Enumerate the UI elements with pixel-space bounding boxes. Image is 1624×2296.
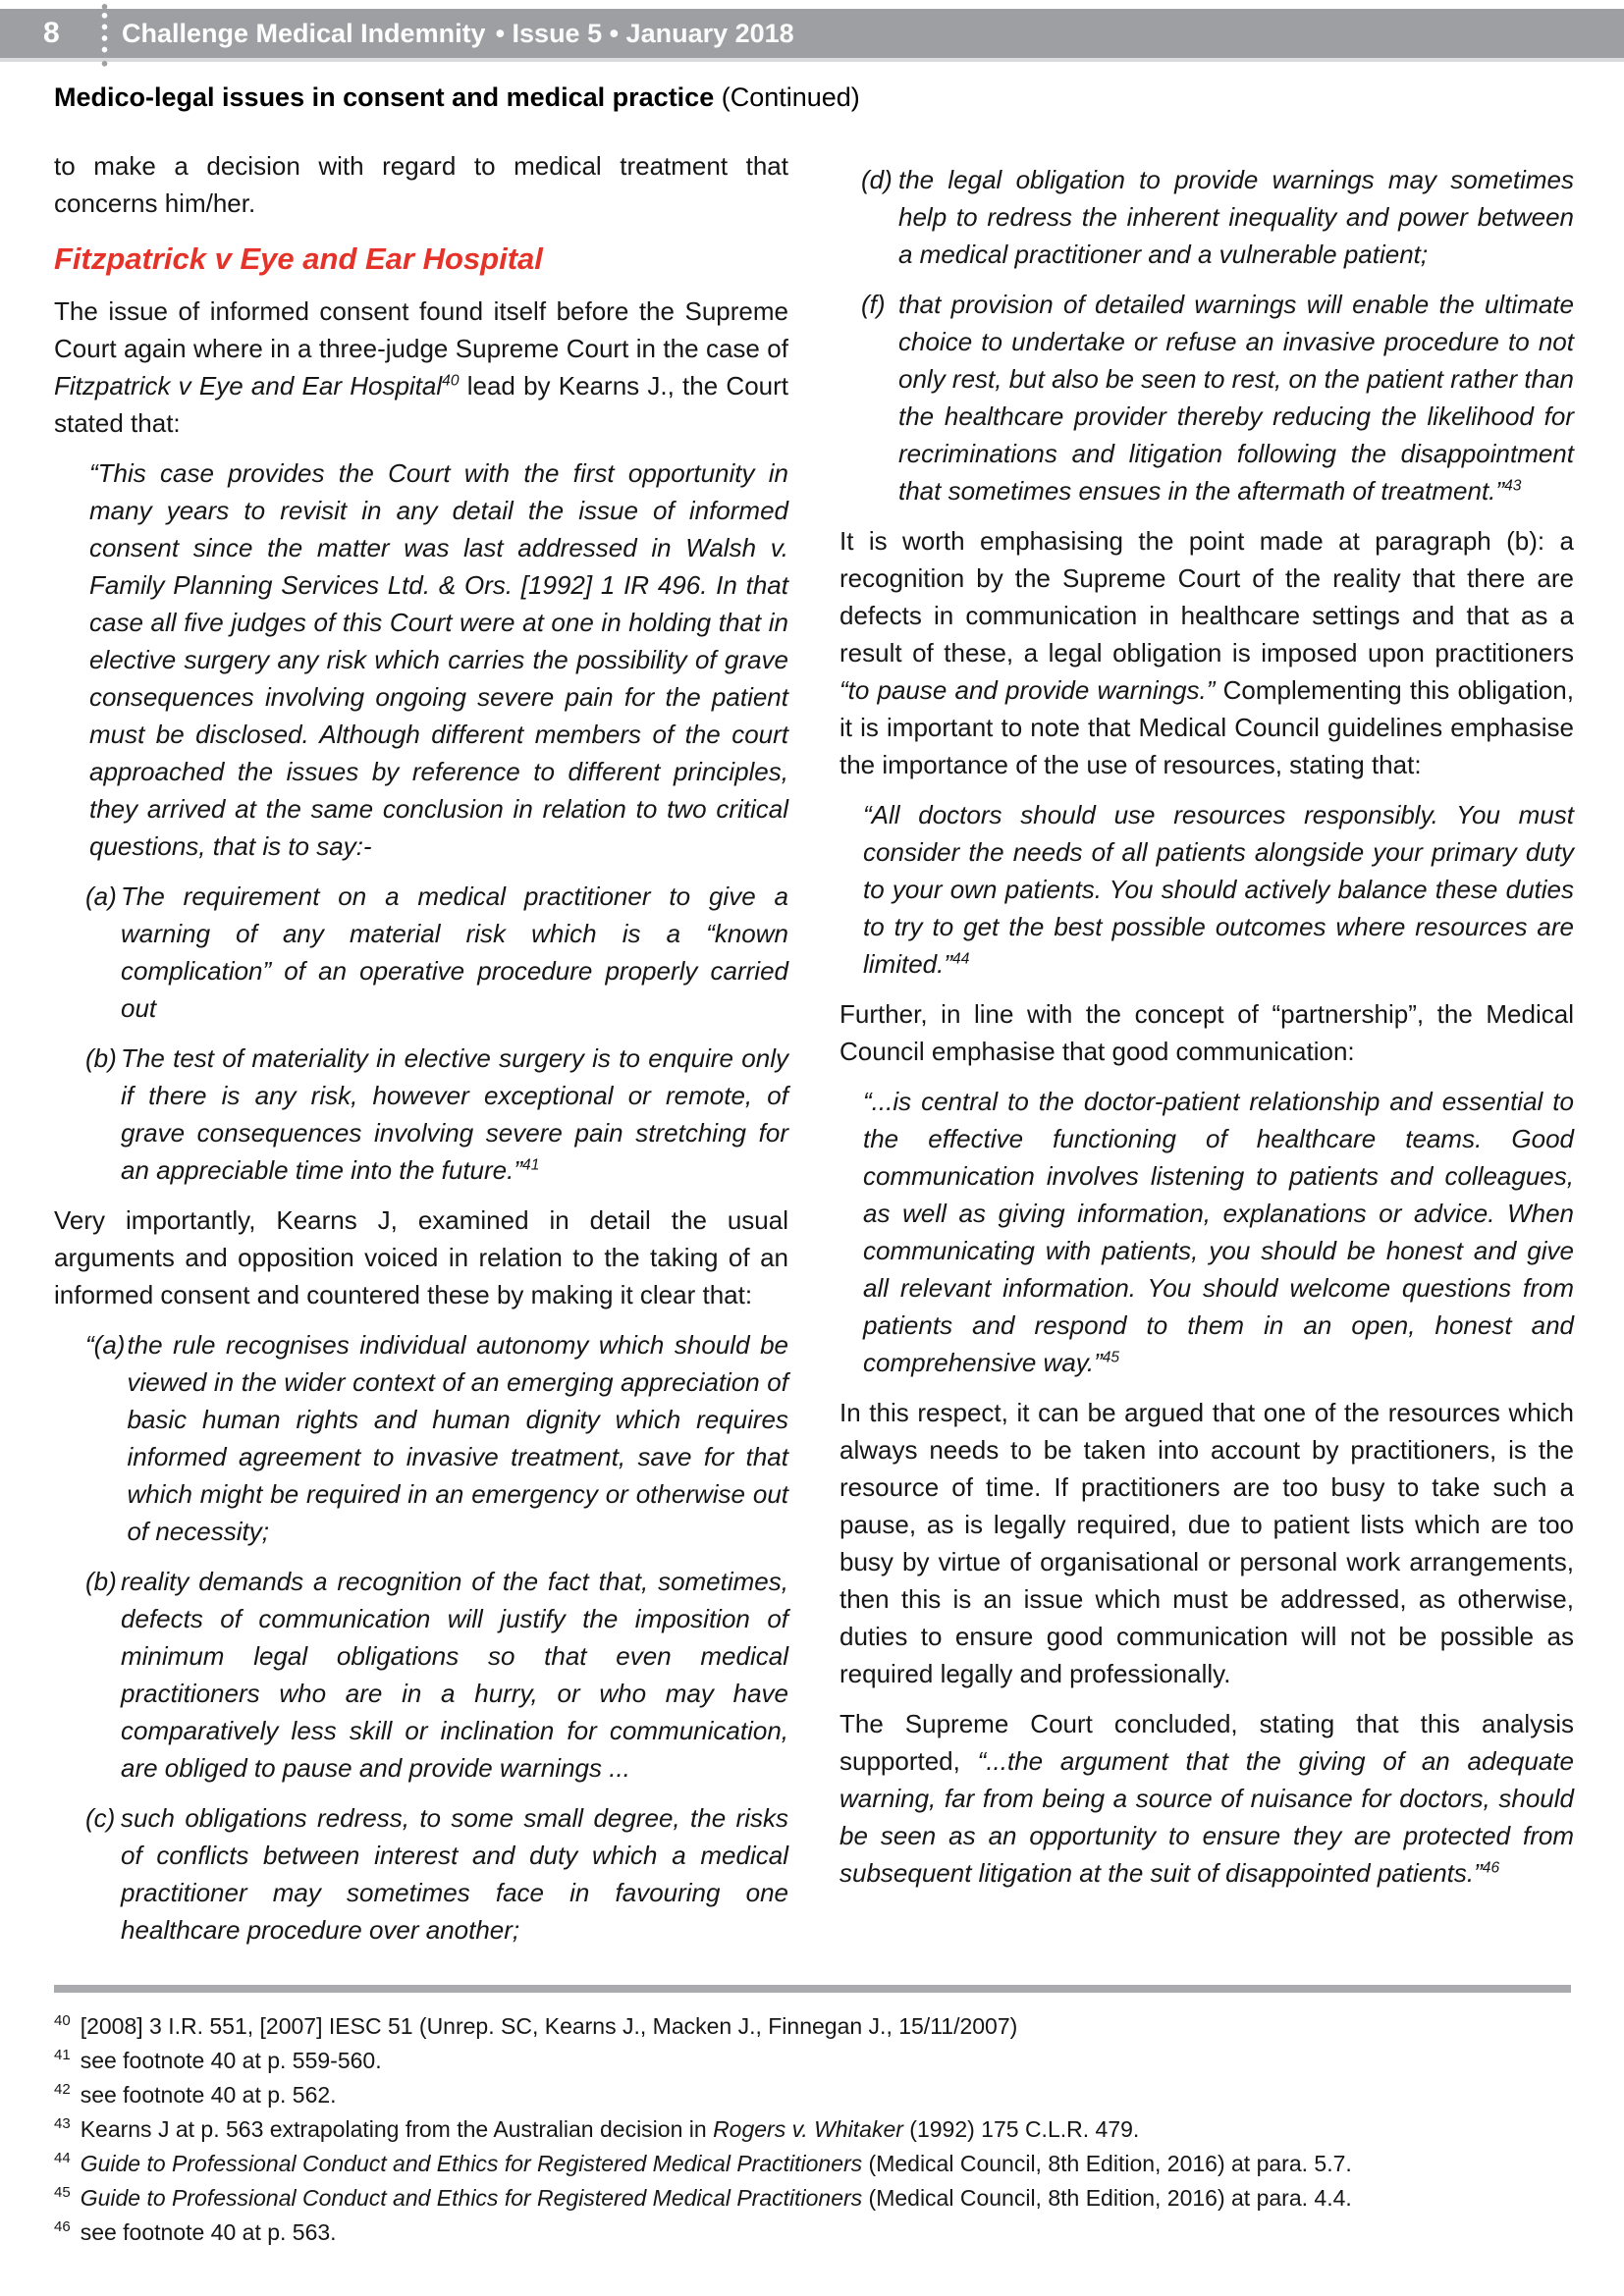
footnote-number: 46: [54, 2218, 71, 2236]
page-number: 8: [43, 17, 60, 49]
block-quote: “...is central to the doctor-patient relationship and essential to the effective functioning of healthcare teams. Good communication involves listening to patients and colleagues, as well as giving information, explanations or advice. When communicating with patients, you should be honest and give all relevant information. You should welcome questions from patients and respond to them in an open, honest and comprehensive way.”$^{45}$: [863, 1087, 1574, 1377]
footnote-46: [54, 2219, 1586, 2245]
paragraph: Further, in line with the concept of “partnership”, the Medical Council emphasise that good communication:: [839, 999, 1574, 1066]
article-heading-title: Medico-legal issues in consent and medical practice: [54, 82, 715, 112]
newsletter-name: Challenge Medical Indemnity: [122, 18, 486, 48]
quote-list-item-c: [85, 1799, 788, 1949]
footnote-text: see footnote 40 at p. 559-560.: [80, 2048, 382, 2073]
quote-list-item-d: [861, 161, 1574, 273]
footnote-45: [54, 2185, 1586, 2211]
footnote-text: Kearns J at p. 563 extrapolating from the Australian decision in Rogers v. Whitaker (1992) 175 C.L.R. 479.: [80, 2116, 1140, 2142]
footnote-number: 40: [54, 2012, 71, 2030]
footnote-divider: [54, 1985, 1571, 1993]
list-item-text: that provision of detailed warnings will enable the ultimate choice to undertake or refuse an invasive procedure to not only rest, but also be seen to rest, on the patient rather than the healthcare provider thereby reducing the likelihood for recriminations and litigation following the disappointment that sometimes ensues in the aftermath of treatment.”$^{43}$: [898, 290, 1574, 506]
right-column: [839, 147, 1574, 1904]
quote-list-item-a: [85, 1326, 788, 1550]
footnote-41: [54, 2048, 1586, 2073]
paragraph: The issue of informed consent found itself before the Supreme Court again where in a three-judge Supreme Court in the case of Fitzpatrick v Eye and Ear Hospital$^{40}$ lead by Kearns J., the Court stated that:: [54, 296, 788, 438]
list-item-a: [85, 878, 788, 1027]
block-quote: “This case provides the Court with the first opportunity in many years to revisit in any detail the issue of informed consent since the matter was last addressed in Walsh v. Family Planning Services Ltd. & Ors. [1992] 1 IR 496. In that case all five judges of this Court were at one in holding that in elective surgery any risk which carries the possibility of grave consequences involving ongoing severe pain for the patient must be disclosed. Although different members of the court approached the issues by reference to different principles, they arrived at the same conclusion in relation to two critical questions, that is to say:-: [89, 458, 788, 861]
list-item-text: reality demands a recognition of the fact that, sometimes, defects of communication will justify the imposition of minimum legal obligations so that even medical practitioners who are in a hurry, or who may have comparatively less skill or inclination for communication, are obliged to pause and provide warnings ...: [121, 1567, 788, 1783]
list-marker: (c): [85, 1803, 116, 1833]
footnote-text: Guide to Professional Conduct and Ethics for Registered Medical Practitioners (Medical Council, 8th Edition, 2016) at para. 4.4.: [80, 2185, 1352, 2211]
paragraph: to make a decision with regard to medical treatment that concerns him/her.: [54, 151, 788, 218]
newsletter-title: [122, 9, 794, 58]
footnote-number: 42: [54, 2081, 71, 2099]
footnote-number: 44: [54, 2150, 71, 2167]
list-marker: “(a): [85, 1330, 126, 1360]
left-column: [54, 147, 788, 1961]
footnotes: [54, 2013, 1586, 2254]
list-item-b: [85, 1040, 788, 1189]
list-marker: (d): [861, 165, 893, 194]
article-heading: [54, 82, 860, 113]
dotted-divider-white: [100, 9, 109, 58]
list-item-text: the legal obligation to provide warnings may sometimes help to redress the inherent inequality and power between a medical practitioner and a vulnerable patient;: [898, 165, 1574, 269]
list-item-text: such obligations redress, to some small degree, the risks of conflicts between interest and duty which a medical practitioner may sometimes face in favouring one healthcare procedure over another;: [121, 1803, 788, 1945]
article-heading-continued: (Continued): [714, 82, 860, 112]
paragraph: In this respect, it can be argued that one of the resources which always needs to be taken into account by practitioners, is the resource of time. If practitioners are too busy to take such a pause, as is legally required, due to patient lists which are too busy by virtue of organisational or personal work arrangements, then this is an issue which must be addressed, as otherwise, duties to ensure good communication will not be possible as required legally and professionally.: [839, 1398, 1574, 1688]
list-marker: (a): [85, 881, 117, 911]
footnote-text: see footnote 40 at p. 563.: [80, 2219, 337, 2245]
footnote-44: [54, 2151, 1586, 2176]
list-item-text: The test of materiality in elective surgery is to enquire only if there is any risk, however exceptional or remote, of grave consequences involving severe pain stretching for an appreciable time into the future.”$^{41}$: [121, 1043, 788, 1185]
footnote-number: 43: [54, 2115, 71, 2133]
header-bar-shadow: [0, 58, 1624, 62]
list-item-text: the rule recognises individual autonomy which should be viewed in the wider context of an emerging appreciation of basic human rights and human dignity which requires informed agreement to invasive treatment, save for that which might be required in an emergency or otherwise out of necessity;: [127, 1330, 788, 1546]
footnote-text: see footnote 40 at p. 562.: [80, 2082, 337, 2108]
footnote-40: [54, 2013, 1586, 2039]
list-marker: (f): [861, 290, 886, 319]
footnote-number: 41: [54, 2047, 71, 2064]
block-quote: “All doctors should use resources responsibly. You must consider the needs of all patients alongside your primary duty to your own patients. You should actively balance these duties to try to get the best possible outcomes where resources are limited.”$^{44}$: [863, 800, 1574, 979]
list-marker: (b): [85, 1043, 117, 1073]
quote-list-item-b: [85, 1563, 788, 1787]
footnote-text: Guide to Professional Conduct and Ethics for Registered Medical Practitioners (Medical Council, 8th Edition, 2016) at para. 5.7.: [80, 2151, 1352, 2176]
issue-date: • Issue 5 • January 2018: [495, 18, 794, 48]
footnote-43: [54, 2116, 1586, 2142]
list-item-text: The requirement on a medical practitioner to give a warning of any material risk which is a “known complication” of an operative procedure properly carried out: [121, 881, 788, 1023]
list-marker: (b): [85, 1567, 117, 1596]
paragraph: Very importantly, Kearns J, examined in detail the usual arguments and opposition voiced in relation to the taking of an informed consent and countered these by making it clear that:: [54, 1205, 788, 1309]
case-heading: Fitzpatrick v Eye and Ear Hospital: [54, 241, 543, 276]
quote-list-item-f: [861, 286, 1574, 509]
footnote-text: [2008] 3 I.R. 551, [2007] IESC 51 (Unrep. SC, Kearns J., Macken J., Finnegan J., 15/11/2007): [80, 2013, 1018, 2039]
footnote-number: 45: [54, 2184, 71, 2202]
footnote-42: [54, 2082, 1586, 2108]
paragraph: It is worth emphasising the point made at paragraph (b): a recognition by the Supreme Court of the reality that there are defects in communication in healthcare settings and that as a result of these, a legal obligation is imposed upon practitioners “to pause and provide warnings.” Complementing this obligation, it is important to note that Medical Council guidelines emphasise the importance of the use of resources, stating that:: [839, 526, 1574, 779]
paragraph: The Supreme Court concluded, stating that this analysis supported, “...the argument that the giving of an adequate warning, far from being a source of nuisance for doctors, should be seen as an opportunity to ensure they are protected from subsequent litigation at the suit of disappointed patients.”$^{46}$: [839, 1709, 1574, 1888]
